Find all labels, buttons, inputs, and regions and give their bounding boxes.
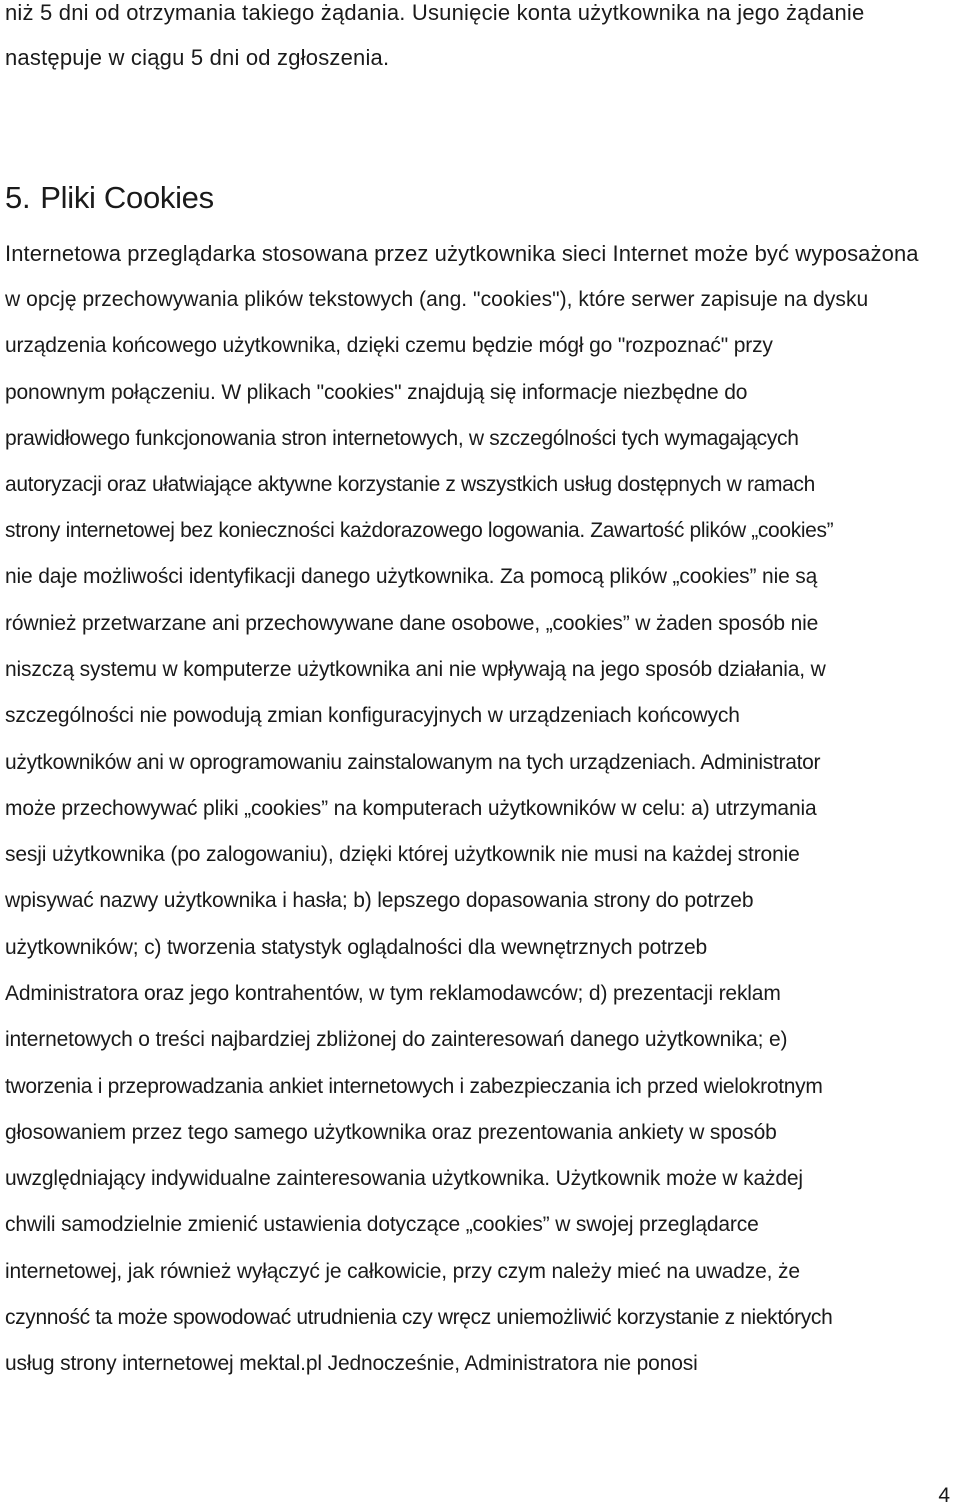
body-line-3: urządzenia końcowego użytkownika, dzięki czemu będzie mógł go "rozpoznać" przy [5,334,773,357]
body-line-10: niszczą systemu w komputerze użytkownika ani nie wpływają na jego sposób działania, w [5,658,826,681]
body-line-14: sesji użytkownika (po zalogowaniu), dzięki której użytkownik nie musi na każdej stronie [5,843,800,866]
body-line-25: usług strony internetowej mektal.pl Jednocześnie, Administratora nie ponosi [5,1352,698,1375]
body-line-21: uwzględniający indywidualne zainteresowania użytkownika. Użytkownik może w każdej [5,1167,803,1190]
body-line-19: tworzenia i przeprowadzania ankiet internetowych i zabezpieczania ich przed wielokrotnym [5,1075,823,1098]
section-heading [5,178,214,218]
body-line-12: użytkowników ani w oprogramowaniu zainstalowanym na tych urządzeniach. Administrator [5,751,821,774]
body-line-16: użytkowników; c) tworzenia statystyk oglądalności dla wewnętrznych potrzeb [5,936,708,959]
body-line-7: strony internetowej bez konieczności każdorazowego logowania. Zawartość plików „cookies” [5,519,834,542]
body-line-6: autoryzacji oraz ułatwiające aktywne korzystanie z wszystkich usług dostępnych w ramach [5,473,815,496]
body-line-5: prawidłowego funkcjonowania stron internetowych, w szczególności tych wymagających [5,427,799,450]
body-line-1: Internetowa przeglądarka stosowana przez użytkownika sieci Internet może być wyposażona [5,241,919,266]
body-line-11: szczególności nie powodują zmian konfiguracyjnych w urządzeniach końcowych [5,704,740,727]
page-number: 4 [938,1484,950,1507]
body-line-2: w opcję przechowywania plików tekstowych (ang. "cookies"), które serwer zapisuje na dysku [5,288,869,311]
intro-line-2: następuje w ciągu 5 dni od zgłoszenia. [5,45,390,70]
body-line-13: może przechowywać pliki „cookies” na komputerach użytkowników w celu: a) utrzymania [5,797,817,820]
body-line-18: internetowych o treści najbardziej zbliżonej do zainteresowań danego użytkownika; e) [5,1028,788,1051]
intro-line-1: niż 5 dni od otrzymania takiego żądania. Usunięcie konta użytkownika na jego żądanie [5,0,865,25]
body-line-22: chwili samodzielnie zmienić ustawienia dotyczące „cookies” w swojej przeglądarce [5,1213,759,1236]
section-number: 5. [5,180,31,215]
body-line-4: ponownym połączeniu. W plikach "cookies" znajdują się informacje niezbędne do [5,381,748,404]
section-title: Pliki Cookies [40,180,214,215]
body-line-20: głosowaniem przez tego samego użytkownika oraz prezentowania ankiety w sposób [5,1121,777,1144]
body-line-15: wpisywać nazwy użytkownika i hasła; b) lepszego dopasowania strony do potrzeb [5,889,754,912]
body-line-23: internetowej, jak również wyłączyć je całkowicie, przy czym należy mieć na uwadze, że [5,1260,800,1283]
body-line-9: również przetwarzane ani przechowywane dane osobowe, „cookies” w żaden sposób nie [5,612,819,635]
body-line-24: czynność ta może spowodować utrudnienia czy wręcz uniemożliwić korzystanie z niektórych [5,1306,833,1329]
body-line-8: nie daje możliwości identyfikacji danego użytkownika. Za pomocą plików „cookies” nie są [5,565,818,588]
body-line-17: Administratora oraz jego kontrahentów, w tym reklamodawców; d) prezentacji reklam [5,982,781,1005]
